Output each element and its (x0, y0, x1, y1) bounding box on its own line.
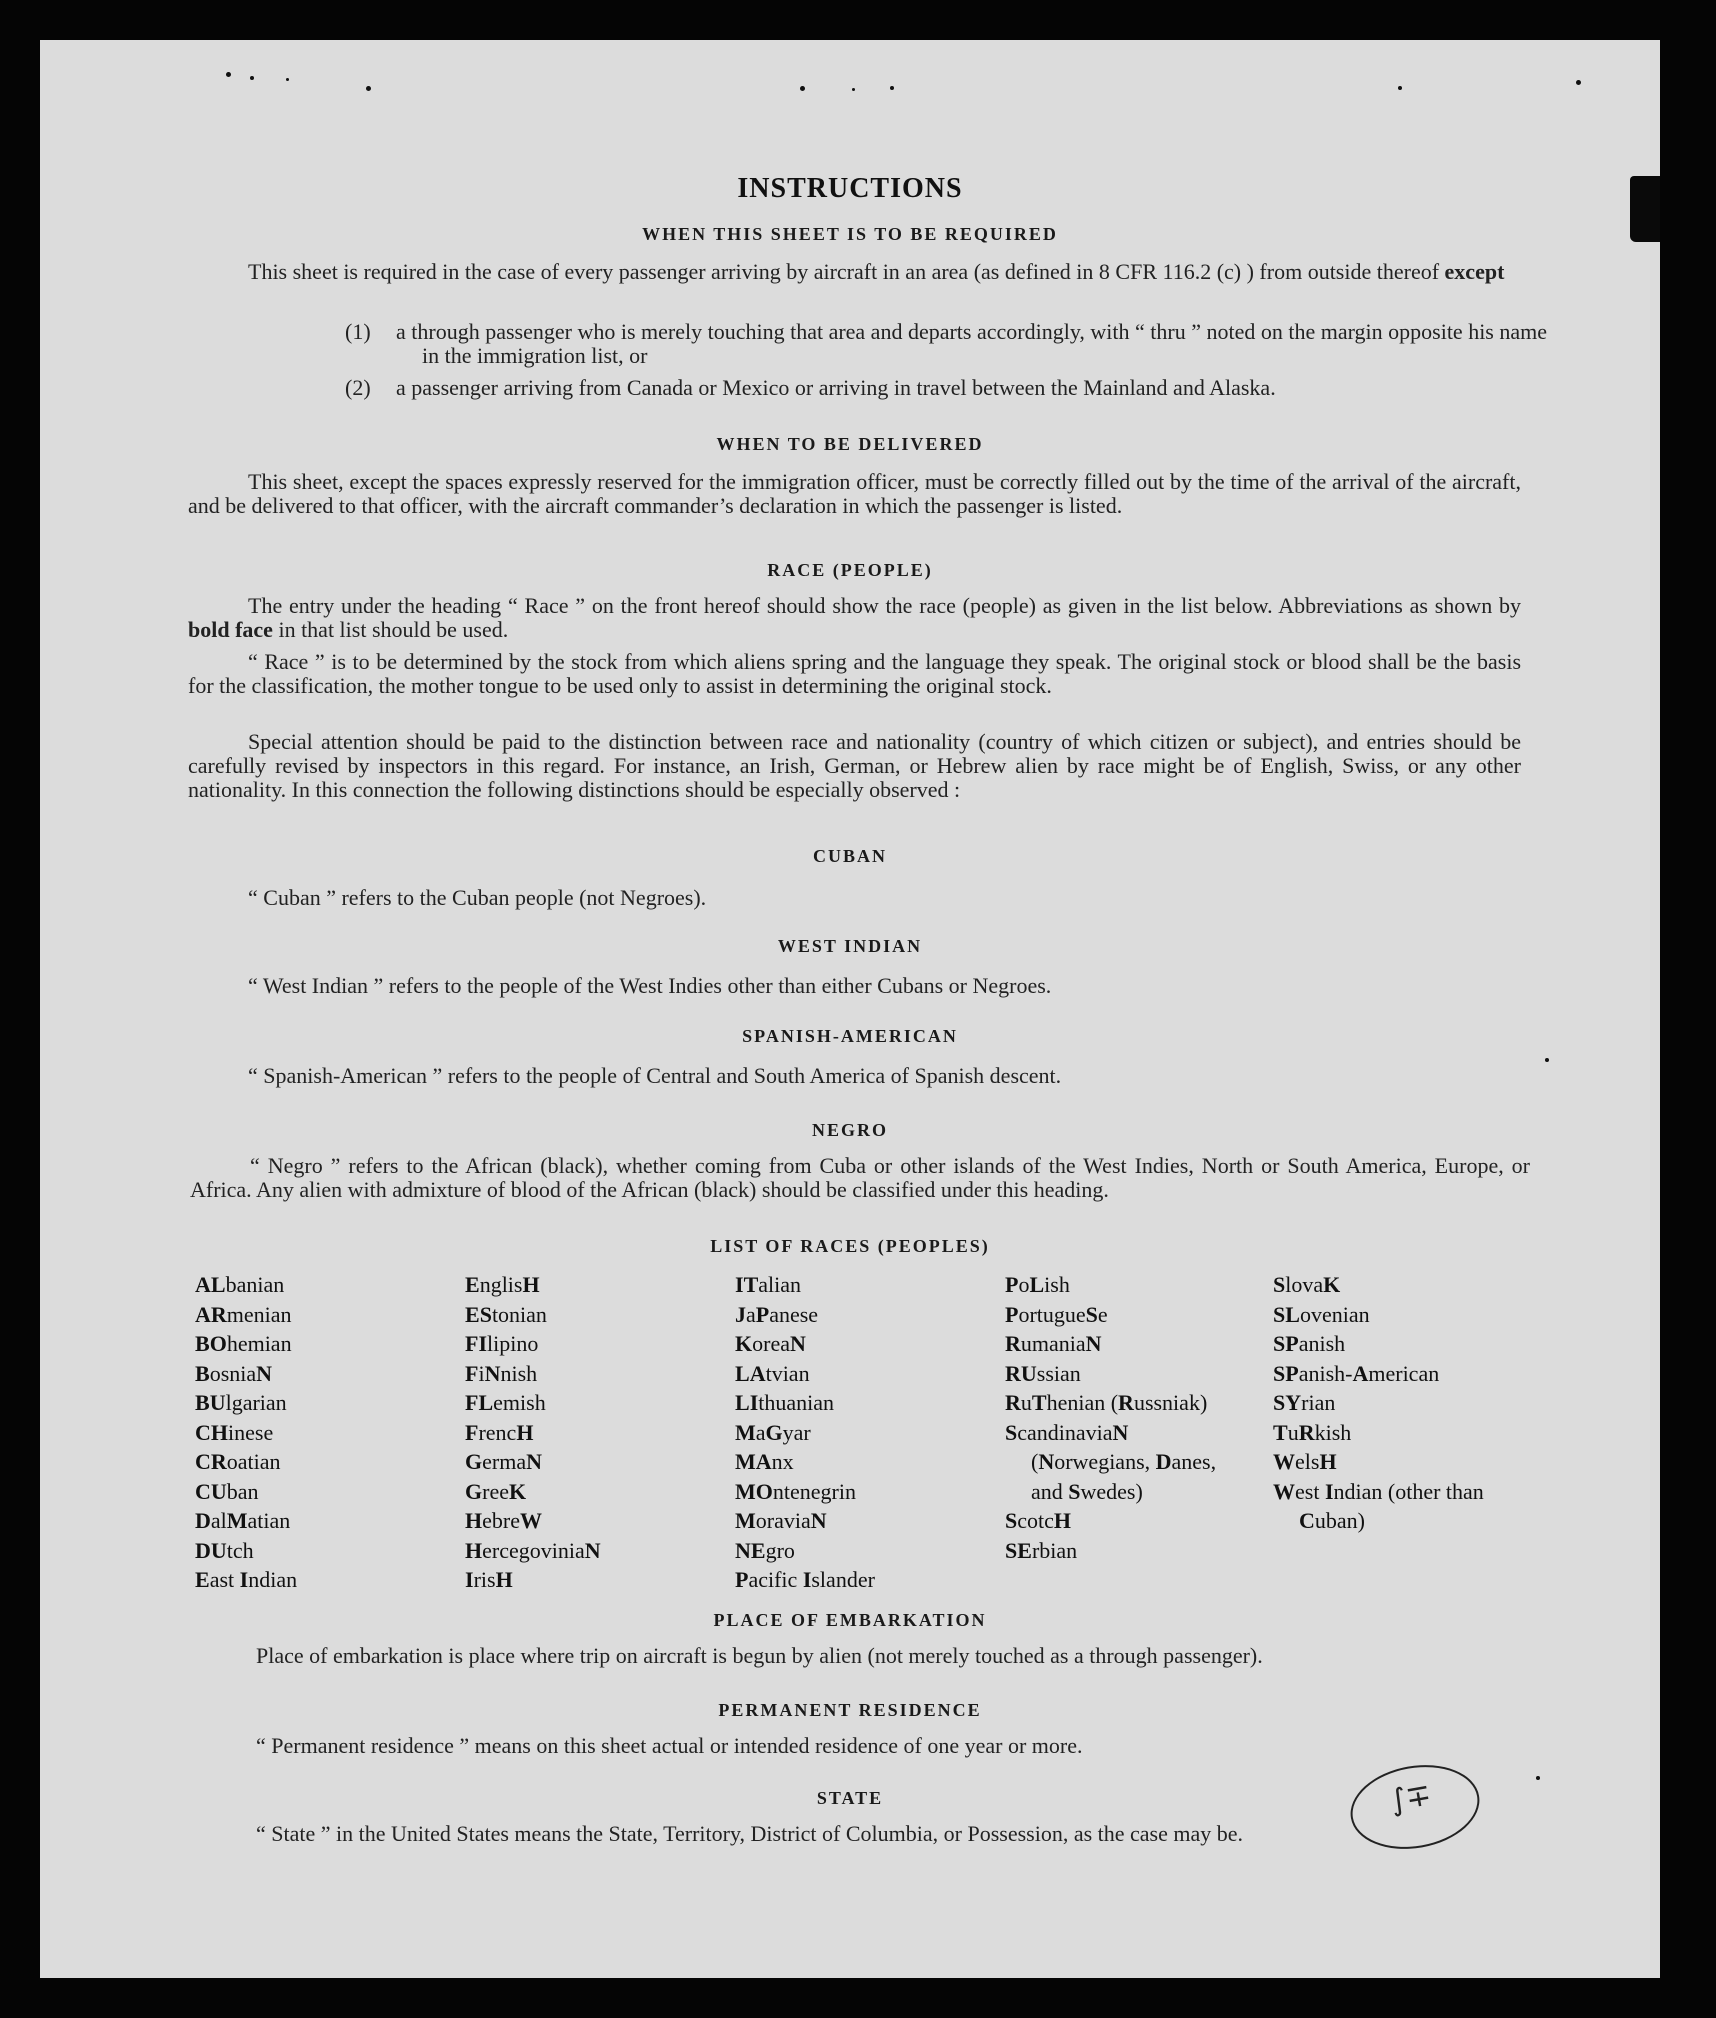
list-item: MoraviaN (735, 1508, 827, 1533)
list-item: HercegoviniaN (465, 1537, 601, 1563)
heading-race: RACE (PEOPLE) (767, 560, 933, 580)
list-item: ITalian (735, 1272, 802, 1297)
list-item: CUban (195, 1478, 259, 1504)
list-item: SErbian (1005, 1537, 1078, 1563)
page-title: INSTRUCTIONS (737, 173, 963, 204)
list-item: SYrian (1273, 1390, 1336, 1415)
handwritten-stamp: ∫∓ (1344, 1755, 1486, 1858)
list-item: FIlipino (465, 1331, 539, 1356)
heading-when-delivered: WHEN TO BE DELIVERED (716, 434, 984, 454)
race-list-column-5 (1273, 1270, 1523, 1536)
heading-west-indian: WEST INDIAN (777, 936, 923, 956)
list-item: East Indian (195, 1567, 298, 1592)
heading-cuban: CUBAN (812, 846, 887, 866)
list-item: MAnx (735, 1449, 794, 1474)
list-item: ScandinaviaN (Norwegians, Danes, and Swedes) (1005, 1419, 1217, 1504)
race-list-column-2 (465, 1270, 715, 1595)
race-list-column-3 (735, 1270, 985, 1595)
list-item: DalMatian (195, 1508, 291, 1533)
list-item: KoreaN (735, 1331, 806, 1356)
heading-negro: NEGRO (811, 1120, 888, 1140)
list-item: SPanish-American (1273, 1360, 1440, 1386)
cuban-text: “ Cuban ” refers to the Cuban people (not Negroes). (248, 885, 707, 910)
heading-spanish-american: SPANISH-AMERICAN (742, 1026, 958, 1046)
heading-permanent-residence: PERMANENT RESIDENCE (718, 1700, 982, 1720)
list-item: DUtch (195, 1537, 254, 1563)
list-item: RUssian (1005, 1360, 1081, 1386)
list-item: CHinese (195, 1419, 274, 1445)
list-item: GreeK (465, 1478, 527, 1504)
list-item: FiNnish (465, 1360, 538, 1386)
list-item: ARmenian (195, 1301, 292, 1327)
negro-text: “ Negro ” refers to the African (black), whether coming from Cuba or other islands of the West Indies, North or South America, Europe, or Africa. Any alien with admixture of blood of the African (black) should be classified under this heading. (190, 1153, 1530, 1202)
list-item: LIthuanian (735, 1390, 835, 1415)
race-paragraph-3: Special attention should be paid to the distinction between race and nationality (country of which citizen or subject), and entries should be carefully revised by inspectors in this regard. For instance, an Irish, German, or Hebrew alien by race might be of English, Swiss, or any other nationality. In this connection the following distinctions should be especially observed : (188, 729, 1521, 802)
race-paragraph-2: “ Race ” is to be determined by the stock from which aliens spring and the language they speak. The original stock or blood shall be the basis for the classification, the mother tongue to be used only to assist in determining the original stock. (188, 649, 1521, 698)
list-item: West Indian (other than Cuban) (1273, 1478, 1484, 1533)
list-item: MaGyar (735, 1419, 811, 1445)
item-1-number: (1) (345, 319, 371, 344)
west-indian-text: “ West Indian ” refers to the people of the West Indies other than either Cubans or Negroes. (248, 973, 1052, 998)
heading-list-of-races: LIST OF RACES (PEOPLES) (710, 1236, 990, 1256)
list-item: GermaN (465, 1449, 542, 1474)
list-item: RuThenian (Russniak) (1005, 1390, 1208, 1415)
race-paragraph-1: The entry under the heading “ Race ” on the front hereof should show the race (people) as given in the list below. Abbreviations as shown by bold face in that list should be used. (188, 593, 1521, 642)
list-item: BOhemian (195, 1331, 292, 1356)
list-item: SLovenian (1273, 1301, 1370, 1327)
list-item: ALbanian (195, 1272, 285, 1297)
heading-state: STATE (816, 1788, 884, 1808)
race-list-column-4 (1005, 1270, 1250, 1565)
heading-when-required: WHEN THIS SHEET IS TO BE REQUIRED (642, 224, 1058, 244)
list-item: BUlgarian (195, 1390, 287, 1415)
list-item: SPanish (1273, 1331, 1346, 1356)
item-2-number: (2) (345, 375, 371, 400)
spanish-american-text: “ Spanish-American ” refers to the people of Central and South America of Spanish descent. (248, 1063, 1062, 1088)
list-item: CRoatian (195, 1449, 281, 1474)
place-of-embarkation-text: Place of embarkation is place where trip on aircraft is begun by alien (not merely touched as a through passenger). (256, 1643, 1263, 1668)
list-item: IrisH (465, 1567, 513, 1592)
list-item: EnglisH (465, 1272, 540, 1297)
list-item: PortugueSe (1005, 1301, 1108, 1327)
list-item: JaPanese (735, 1301, 819, 1327)
item-2-text: a passenger arriving from Canada or Mexico or arriving in travel between the Mainland and Alaska. (396, 375, 1276, 400)
list-item: FLemish (465, 1390, 546, 1415)
state-text: “ State ” in the United States means the State, Territory, District of Columbia, or Possession, as the case may be. (256, 1821, 1244, 1846)
race-list-column-1 (195, 1270, 445, 1595)
list-item: ScotcH (1005, 1508, 1072, 1533)
list-item: NEgro (735, 1537, 795, 1563)
list-item: EStonian (465, 1301, 547, 1327)
list-item: RumaniaN (1005, 1331, 1102, 1356)
list-item: TuRkish (1273, 1419, 1352, 1445)
list-item: SlovaK (1273, 1272, 1341, 1297)
when-delivered-text: This sheet, except the spaces expressly reserved for the immigration officer, must be correctly filled out by the time of the arrival of the aircraft, and be delivered to that officer, with the aircraft commander’s declaration in which the passenger is listed. (188, 469, 1521, 518)
list-item: FrencH (465, 1419, 534, 1445)
permanent-residence-text: “ Permanent residence ” means on this sheet actual or intended residence of one year or more. (256, 1733, 1083, 1758)
list-item: Pacific Islander (735, 1567, 875, 1592)
list-item: WelsH (1273, 1449, 1337, 1474)
list-item: BosniaN (195, 1360, 273, 1386)
document-page (40, 40, 1660, 1978)
list-item: MOntenegrin (735, 1478, 856, 1504)
list-item: HebreW (465, 1508, 542, 1533)
heading-place-of-embarkation: PLACE OF EMBARKATION (713, 1610, 987, 1630)
list-item: LAtvian (735, 1360, 810, 1386)
list-item: PoLish (1005, 1272, 1070, 1297)
item-1-text: a through passenger who is merely touching that area and departs accordingly, with “ thru ” noted on the margin opposite his name in the immigration list, or (396, 319, 1548, 368)
when-required-intro: This sheet is required in the case of every passenger arriving by aircraft in an area (as defined in 8 CFR 116.2 (c) ) from outside thereof except (248, 259, 1505, 284)
